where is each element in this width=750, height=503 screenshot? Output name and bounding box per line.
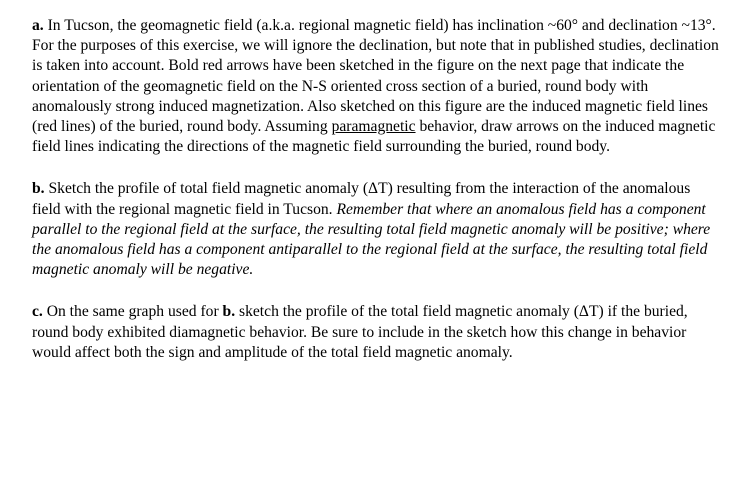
part-c-letter: c. (32, 303, 43, 321)
part-a-text-1: In Tucson, the geomagnetic field (a.k.a. regional magnetic field) has inclination ~60° and declination ~13°. For the purposes of this exercise, we will ignore the declination, but note that in published studies, declination is taken into account. Bold red arrows have been sketched in the figure on the next page that indicate the orientation of the geomagnetic field on the N-S oriented cross section of a buried, round body with anomalously strong induced magnetization. Also sketched on this figure are the induced magnetic field lines (red lines) of the buried, round body. Assuming (32, 17, 719, 136)
part-b-text-1: Sketch the profile of total field magnetic anomaly (ΔT) resulting from the interaction of the anomalous field with the regional magnetic field in Tucson. (32, 180, 691, 218)
part-b-reminder: Remember that where an anomalous field has a component parallel to the regional field at the surface, the resulting total field magnetic anomaly will be positive; where the anomalous field has a component antiparallel to the regional field at the surface, the resulting total field magnetic anomaly will be negative. (32, 200, 711, 279)
paragraph-b (32, 179, 722, 280)
part-b-letter: b. (32, 180, 45, 198)
part-a-letter: a. (32, 17, 44, 34)
paragraph-c (32, 302, 722, 363)
part-c-text-2: sketch the profile of the total field magnetic anomaly (ΔT) if the buried, round body exhibited diamagnetic behavior. Be sure to include in the sketch how this change in behavior would affect both the sign and amplitude of the total field magnetic anomaly. (32, 303, 688, 361)
part-c-text-1: On the same graph used for (42, 303, 223, 321)
part-c-bold-reference: b. (222, 303, 236, 321)
document-page (32, 16, 722, 385)
paramagnetic-term: paramagnetic (331, 118, 416, 136)
part-a-text-2: behavior, draw arrows on the induced magnetic field lines indicating the directions of the magnetic field surrounding the buried, round body. (32, 118, 716, 156)
paragraph-a (32, 16, 722, 157)
